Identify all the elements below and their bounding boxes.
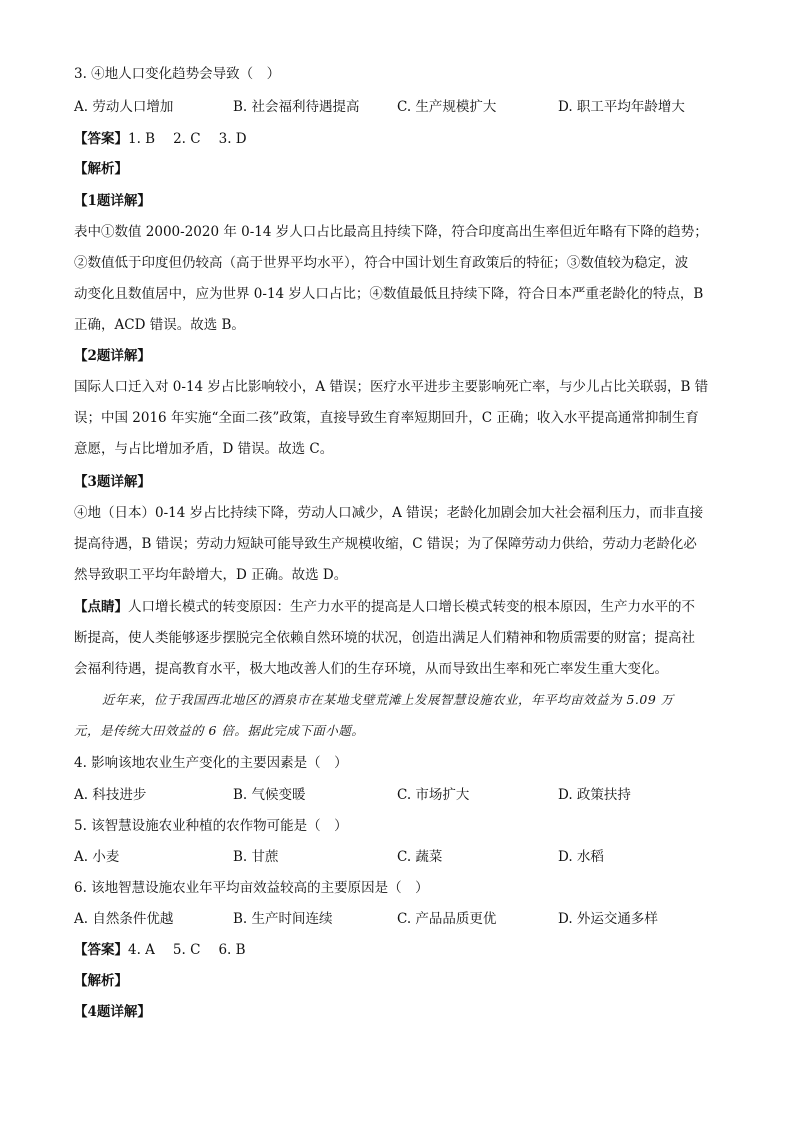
passage-line: 元，是传统大田效益的 6 倍。据此完成下面小题。 bbox=[74, 723, 365, 738]
answer-item: 6. B bbox=[218, 942, 246, 958]
q4-option-c: C. 市场扩大 bbox=[397, 787, 470, 803]
q5-option-c: C. 蔬菜 bbox=[397, 849, 443, 865]
detail-2-line: 国际人口迁入对 0-14 岁占比影响较小，A 错误；医疗水平进步主要影响死亡率，与少儿占比关联弱，B 错 bbox=[74, 379, 709, 395]
answer-label: 【答案】 bbox=[74, 131, 128, 147]
detail-1-title: 【1题详解】 bbox=[74, 193, 151, 209]
detail-1-line: 表中①数值 2000-2020 年 0-14 岁人口占比最高且持续下降，符合印度高出生率但近年略有下降的趋势； bbox=[74, 224, 708, 240]
q6-option-c: C. 产品品质更优 bbox=[397, 911, 497, 927]
detail-3-line: 提高待遇，B 错误；劳动力短缺可能导致生产规模收缩，C 错误；为了保障劳动力供给，劳动力老龄化必 bbox=[74, 536, 697, 552]
answer-item: 5. C bbox=[172, 942, 201, 958]
q6-stem: 6. 该地智慧设施农业年平均亩效益较高的主要原因是（ ） bbox=[74, 880, 429, 896]
answer-item: 3. D bbox=[218, 131, 247, 147]
q5-option-b: B. 甘蔗 bbox=[233, 849, 279, 865]
detail-2-line: 误；中国 2016 年实施“全面二孩”政策，直接导致生育率短期回升，C 正确；收入水平提高通常抑制生育 bbox=[74, 410, 699, 426]
answer-item: 1. B bbox=[128, 131, 156, 147]
analysis-label: 【解析】 bbox=[74, 973, 128, 989]
q3-option-d: D. 职工平均年龄增大 bbox=[558, 99, 685, 115]
analysis-label: 【解析】 bbox=[74, 161, 128, 177]
detail-3-line: 然导致职工平均年龄增大，D 正确。故选 D。 bbox=[74, 567, 348, 583]
q6-option-a: A. 自然条件优越 bbox=[74, 911, 174, 927]
q5-stem: 5. 该智慧设施农业种植的农作物可能是（ ） bbox=[74, 818, 348, 834]
q6-option-b: B. 生产时间连续 bbox=[233, 911, 333, 927]
detail-3-line: ④地（日本）0-14 岁占比持续下降，劳动人口减少，A 错误；老龄化加剧会加大社会福利压力，而非直接 bbox=[74, 505, 704, 521]
tip-line-1 bbox=[74, 597, 695, 617]
detail-4-title: 【4题详解】 bbox=[74, 1004, 151, 1020]
q3-option-b: B. 社会福利待遇提高 bbox=[233, 99, 360, 115]
q3-option-a: A. 劳动人口增加 bbox=[74, 99, 174, 115]
q5-option-d: D. 水稻 bbox=[558, 849, 604, 865]
answer-line-1 bbox=[74, 129, 247, 149]
tip-line: 断提高，使人类能够逐步摆脱完全依赖自然环境的状况，创造出满足人们精神和物质需要的财富；提高社 bbox=[74, 630, 695, 646]
detail-1-line: ②数值低于印度但仍较高（高于世界平均水平），符合中国计划生育政策后的特征；③数值较为稳定，波 bbox=[74, 255, 689, 271]
q4-option-a: A. 科技进步 bbox=[74, 787, 147, 803]
q4-option-b: B. 气候变暖 bbox=[233, 787, 306, 803]
q5-option-a: A. 小麦 bbox=[74, 849, 120, 865]
answer-item: 2. C bbox=[173, 131, 201, 147]
detail-1-line: 正确，ACD 错误。故选 B。 bbox=[74, 317, 245, 333]
answer-label: 【答案】 bbox=[74, 942, 128, 958]
q4-stem: 4. 影响该地农业生产变化的主要因素是（ ） bbox=[74, 755, 348, 771]
tip-line: 会福利待遇，提高教育水平，极大地改善人们的生存环境，从而导致出生率和死亡率发生重大变化。 bbox=[74, 661, 668, 677]
tip-label: 【点睛】 bbox=[74, 599, 128, 615]
answer-item: 4. A bbox=[128, 942, 155, 958]
detail-2-title: 【2题详解】 bbox=[74, 348, 151, 364]
passage-line: 近年来，位于我国西北地区的酒泉市在某地戈壁荒滩上发展智慧设施农业，年平均亩效益为 5.09 万 bbox=[102, 692, 674, 707]
detail-3-title: 【3题详解】 bbox=[74, 474, 151, 490]
detail-1-line: 动变化且数值居中，应为世界 0-14 岁人口占比；④数值最低且持续下降，符合日本严重老龄化的特点，B bbox=[74, 286, 704, 302]
q6-option-d: D. 外运交通多样 bbox=[558, 911, 658, 927]
tip-text: 人口增长模式的转变原因：生产力水平的提高是人口增长模式转变的根本原因，生产力水平的不 bbox=[128, 599, 695, 615]
answer-line-2 bbox=[74, 940, 246, 960]
q4-option-d: D. 政策扶持 bbox=[558, 787, 631, 803]
detail-2-line: 意愿，与占比增加矛盾，D 错误。故选 C。 bbox=[74, 441, 334, 457]
q3-option-c: C. 生产规模扩大 bbox=[397, 99, 497, 115]
q3-stem: 3. ④地人口变化趋势会导致（ ） bbox=[74, 66, 281, 82]
